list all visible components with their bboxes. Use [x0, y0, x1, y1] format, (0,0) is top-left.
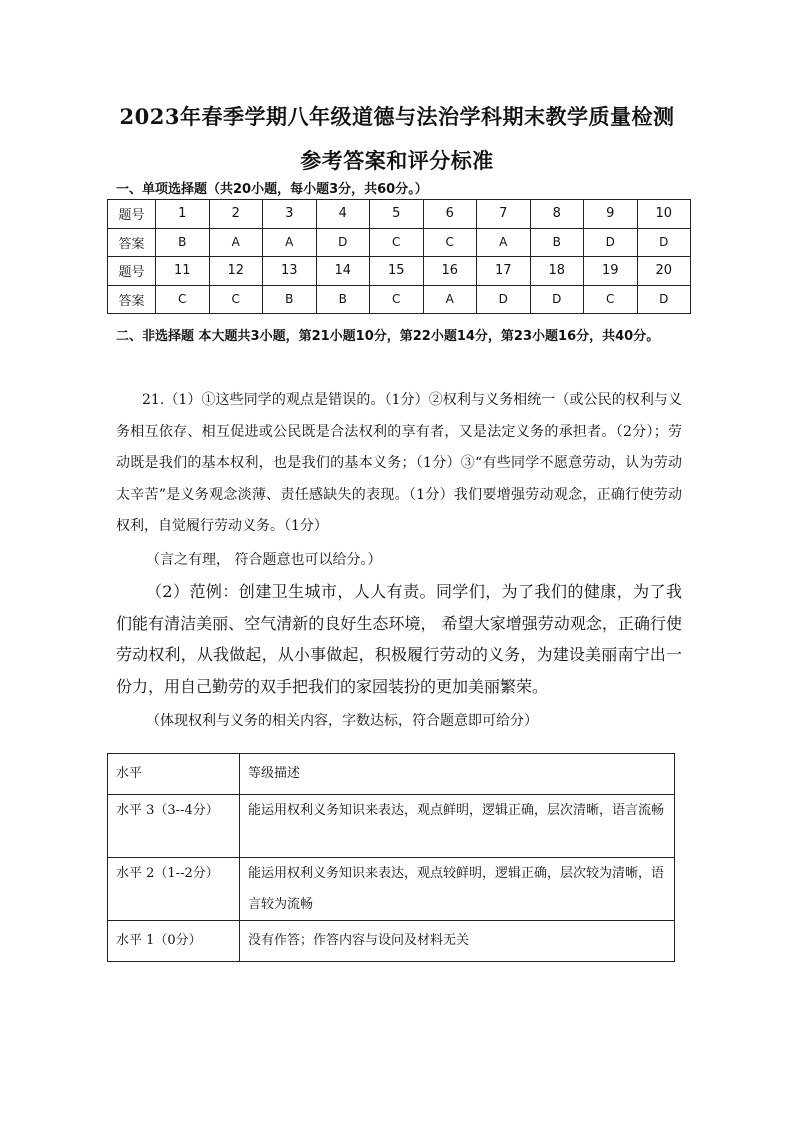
answer-cell: B: [156, 228, 210, 257]
document-subtitle: 参考答案和评分标准: [300, 148, 494, 173]
question-number-cell: 12: [209, 257, 263, 286]
answer-cell: D: [530, 285, 584, 314]
answer-cell: A: [477, 228, 531, 257]
question-number-cell: 16: [423, 257, 477, 286]
question-number-cell: 1: [156, 200, 210, 229]
question-number-cell: 18: [530, 257, 584, 286]
question-number-row: [108, 200, 691, 229]
question-number-cell: 6: [423, 200, 477, 229]
answer-row: [108, 228, 691, 257]
question-number-cell: 8: [530, 200, 584, 229]
section-2-heading: 二、非选择题 本大题共3小题，第21小题10分，第22小题14分，第23小题16分，共40分。: [116, 329, 660, 344]
question-number-cell: 13: [263, 257, 317, 286]
q21-part1-answer: 21.（1）①这些同学的观点是错误的。（1分）②权利与义务相统一（或公民的权利与义务相互依存、相互促进或公民既是合法权利的享有者，又是法定义务的承担者。（2分）；劳动既是我们的基本权利，也是我们的基本义务；（1分）③“有些同学不愿意劳动，认为劳动太辛苦”是义务观念淡薄、责任感缺失的表现。（1分）我们要增强劳动观念，正确行使劳动权利，自觉履行劳动义务。（1分）: [116, 392, 682, 534]
answer-row: [108, 285, 691, 314]
question-number-cell: 10: [637, 200, 691, 229]
answer-cell: D: [637, 285, 691, 314]
scoring-level-table: [107, 753, 675, 962]
question-number-cell: 19: [584, 257, 638, 286]
description-cell: 没有作答；作答内容与设问及材料无关: [240, 921, 675, 962]
level-row: [108, 858, 675, 921]
document-title: 2023年春季学期八年级道德与法治学科期末教学质量检测: [119, 104, 675, 129]
question-number-cell: 2: [209, 200, 263, 229]
question-number-cell: 11: [156, 257, 210, 286]
answer-cell: C: [156, 285, 210, 314]
level-header-cell: 水平: [108, 754, 240, 795]
answer-cell: C: [209, 285, 263, 314]
level-table-header-row: [108, 754, 675, 795]
question-number-cell: 17: [477, 257, 531, 286]
q21-part2-sample: （2）范例：创建卫生城市，人人有责。同学们，为了我们的健康，为了我们能有清洁美丽、空气清新的良好生态环境， 希望大家增强劳动观念，正确行使劳动权利，从我做起，从小事做起，积极履行劳动的义务，为建设美丽南宁出一份力，用自己勤劳的双手把我们的家园装扮的更加美丽繁荣。: [116, 582, 682, 696]
q21-part1-note: （言之有理， 符合题意也可以给分。）: [146, 552, 382, 568]
row-label-question-number: 题号: [108, 200, 156, 229]
answer-cell: B: [263, 285, 317, 314]
question-number-cell: 3: [263, 200, 317, 229]
question-number-row: [108, 257, 691, 286]
question-number-cell: 14: [316, 257, 370, 286]
question-number-cell: 7: [477, 200, 531, 229]
question-number-cell: 9: [584, 200, 638, 229]
description-header-cell: 等级描述: [240, 754, 675, 795]
answer-cell: A: [423, 285, 477, 314]
answer-cell: B: [316, 285, 370, 314]
level-row: [108, 795, 675, 858]
answer-cell: C: [370, 285, 424, 314]
question-number-cell: 4: [316, 200, 370, 229]
level-cell: 水平 1（0分）: [108, 921, 240, 962]
question-number-cell: 5: [370, 200, 424, 229]
answer-cell: C: [584, 285, 638, 314]
row-label-answer: 答案: [108, 285, 156, 314]
section-1-heading: 一、单项选择题（共20小题，每小题3分，共60分。）: [116, 182, 428, 197]
answer-cell: B: [530, 228, 584, 257]
answer-cell: C: [423, 228, 477, 257]
answer-cell: D: [637, 228, 691, 257]
answer-cell: A: [209, 228, 263, 257]
level-cell: 水平 3（3--4分）: [108, 795, 240, 858]
question-number-cell: 15: [370, 257, 424, 286]
description-cell: 能运用权利义务知识来表达，观点鲜明，逻辑正确，层次清晰，语言流畅: [240, 795, 675, 858]
answer-cell: D: [584, 228, 638, 257]
answer-cell: A: [263, 228, 317, 257]
answer-cell: C: [370, 228, 424, 257]
q21-part2-note: （体现权利与义务的相关内容，字数达标，符合题意即可给分）: [146, 713, 538, 729]
answer-cell: D: [316, 228, 370, 257]
level-row: [108, 921, 675, 962]
row-label-answer: 答案: [108, 228, 156, 257]
row-label-question-number: 题号: [108, 257, 156, 286]
question-number-cell: 20: [637, 257, 691, 286]
level-cell: 水平 2（1--2分）: [108, 858, 240, 921]
multiple-choice-answer-table: [107, 199, 691, 314]
answer-cell: D: [477, 285, 531, 314]
description-cell: 能运用权利义务知识来表达，观点较鲜明，逻辑正确，层次较为清晰，语言较为流畅: [240, 858, 675, 921]
